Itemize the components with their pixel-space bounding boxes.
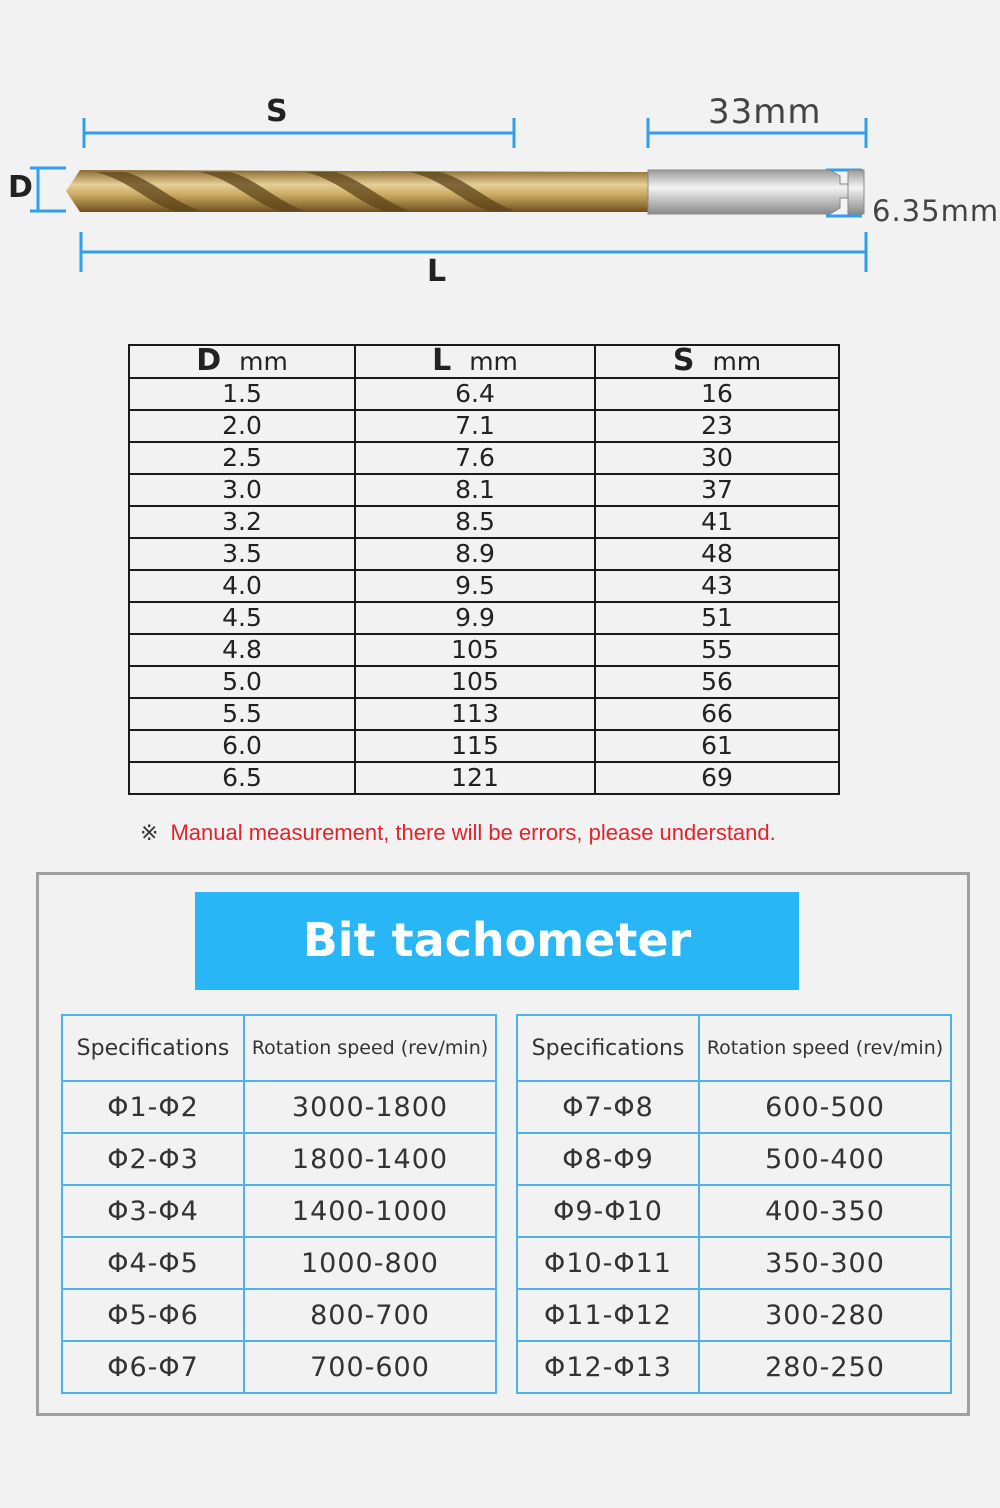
speed-table-header xyxy=(62,1015,496,1081)
table-row: 6.0 115 61 xyxy=(129,730,839,762)
label-s: S xyxy=(266,94,288,129)
table-row: Φ2-Φ3 1800-1400 xyxy=(62,1133,496,1185)
table-row: 1.5 6.4 16 xyxy=(129,378,839,410)
table-row: 3.0 8.1 37 xyxy=(129,474,839,506)
measurement-note xyxy=(140,820,776,846)
speed-table-right xyxy=(516,1014,952,1394)
label-hex-size: 6.35mm xyxy=(872,194,1000,228)
table-row: 2.5 7.6 30 xyxy=(129,442,839,474)
table-row: Φ3-Φ4 1400-1000 xyxy=(62,1185,496,1237)
tachometer-title: Bit tachometer xyxy=(195,892,799,990)
header-rotation-speed: Rotation speed (rev/min) xyxy=(699,1015,951,1081)
table-row: Φ4-Φ5 1000-800 xyxy=(62,1237,496,1289)
size-table-header xyxy=(129,345,839,378)
table-row: Φ10-Φ11 350-300 xyxy=(517,1237,951,1289)
header-l: L mm xyxy=(355,345,595,378)
table-row: 4.0 9.5 43 xyxy=(129,570,839,602)
label-shank-length: 33mm xyxy=(708,92,822,132)
header-specifications: Specifications xyxy=(62,1015,244,1081)
header-rotation-speed: Rotation speed (rev/min) xyxy=(244,1015,496,1081)
header-specifications: Specifications xyxy=(517,1015,699,1081)
table-row: Φ8-Φ9 500-400 xyxy=(517,1133,951,1185)
label-l: L xyxy=(427,254,447,289)
table-row: 4.5 9.9 51 xyxy=(129,602,839,634)
dimension-s xyxy=(84,118,514,148)
label-d: D xyxy=(8,170,33,205)
header-s: S mm xyxy=(595,345,839,378)
table-row: Φ5-Φ6 800-700 xyxy=(62,1289,496,1341)
table-row: 6.5 121 69 xyxy=(129,762,839,794)
table-row: Φ11-Φ12 300-280 xyxy=(517,1289,951,1341)
drill-bit-diagram xyxy=(0,0,1000,310)
size-table xyxy=(128,344,840,795)
table-row: 3.5 8.9 48 xyxy=(129,538,839,570)
table-row: 5.5 113 66 xyxy=(129,698,839,730)
reference-mark-icon: ※ xyxy=(140,820,159,845)
tachometer-panel xyxy=(36,872,970,1416)
hex-shank xyxy=(648,170,848,214)
table-row: Φ7-Φ8 600-500 xyxy=(517,1081,951,1133)
table-row: 2.0 7.1 23 xyxy=(129,410,839,442)
speed-table-left xyxy=(61,1014,497,1394)
table-row: Φ9-Φ10 400-350 xyxy=(517,1185,951,1237)
table-row: 4.8 105 55 xyxy=(129,634,839,666)
drill-bit-illustration xyxy=(0,0,1000,310)
speed-table-header xyxy=(517,1015,951,1081)
note-text: Manual measurement, there will be errors, please understand. xyxy=(170,820,776,845)
table-row: 3.2 8.5 41 xyxy=(129,506,839,538)
dimension-l xyxy=(81,232,866,272)
table-row: Φ6-Φ7 700-600 xyxy=(62,1341,496,1393)
table-row: 5.0 105 56 xyxy=(129,666,839,698)
header-d: D mm xyxy=(129,345,355,378)
table-row: Φ1-Φ2 3000-1800 xyxy=(62,1081,496,1133)
dimension-d xyxy=(30,168,66,211)
table-row: Φ12-Φ13 280-250 xyxy=(517,1341,951,1393)
